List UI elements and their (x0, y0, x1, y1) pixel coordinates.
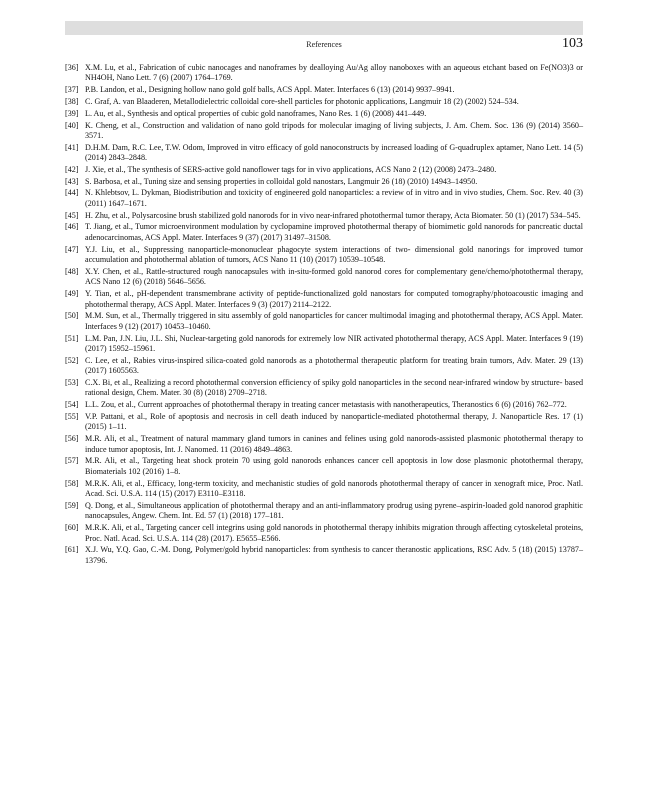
reference-number: [55] (65, 411, 79, 421)
reference-item (65, 63, 583, 84)
reference-number: [54] (65, 400, 79, 410)
reference-text: L.M. Pan, J.N. Liu, J.L. Shi, Nuclear-targeting gold nanorods for extremely low NIR activated photothermal therapy, ACS Appl. Mater. Interfaces 9 (19) (2017) 15952–15961. (85, 333, 583, 354)
reference-item (65, 97, 583, 107)
reference-item (65, 85, 583, 95)
reference-number: [48] (65, 266, 79, 276)
reference-text: H. Zhu, et al., Polysarcosine brush stabilized gold nanorods for in vivo near-infrared photothermal tumor therapy, Acta Biomater. 50 (1) (2017) 534–545. (85, 210, 581, 220)
reference-item (65, 311, 583, 332)
reference-item (65, 545, 583, 566)
reference-text: L.L. Zou, et al., Current approaches of photothermal therapy in treating cancer metastasis with nanotherapeutics, Theranostics 6 (6) (2016) 762–772. (85, 400, 567, 410)
reference-text: L. Au, et al., Synthesis and optical properties of cubic gold nanoframes, Nano Res. 1 (6) (2008) 441–449. (85, 108, 427, 118)
reference-text: N. Khlebtsov, L. Dykman, Biodistribution and toxicity of engineered gold nanoparticles: a review of in vitro and in vivo studies, Chem. Soc. Rev. 40 (3) (2011) 1647–1671. (85, 188, 583, 208)
reference-list (65, 63, 583, 568)
reference-text: M.R. Ali, et al., Targeting heat shock protein 70 using gold nanorods enhances cancer cell apoptosis in low dose plasmonic photothermal therapy, Biomaterials 102 (2016) 1–8. (85, 456, 583, 476)
reference-text: X.Y. Chen, et al., Rattle-structured rough nanocapsules with in-situ-formed gold nanorod cores for complementary gene/chemo/photothermal therapy, ACS Nano 12 (6) (2018) 5646–5656. (85, 266, 583, 287)
reference-number: [53] (65, 378, 79, 387)
reference-text: V.P. Pattani, et al., Role of apoptosis and necrosis in cell death induced by nanoparticle-mediated photothermal therapy, J. Nanoparticle Res. 17 (1) (2015) 1–11. (85, 411, 583, 432)
reference-text: P.B. Landon, et al., Designing hollow nano gold golf balls, ACS Appl. Mater. Interfaces 6 (13) (2014) 9937–9941. (85, 85, 455, 95)
reference-item (65, 378, 583, 399)
reference-text: M.R. Ali, et al., Treatment of natural mammary gland tumors in canines and felines using gold nanorods-assisted plasmonic photothermal therapy to induce tumor apoptosis, Int. J. Nanomed. 11 (2016) 4849–4863. (85, 434, 583, 454)
reference-number: [60] (65, 523, 79, 533)
reference-item (65, 267, 583, 288)
reference-number: [44] (65, 188, 79, 198)
page-number: 103 (562, 36, 583, 51)
reference-item (65, 222, 583, 243)
reference-text: C. Graf, A. van Blaaderen, Metallodielectric colloidal core-shell particles for photonic applications, Langmuir 18 (2) (2002) 524–534. (85, 96, 519, 106)
reference-item (65, 334, 583, 355)
reference-number: [40] (65, 120, 79, 130)
reference-item (65, 501, 583, 522)
reference-item (65, 356, 583, 377)
reference-item (65, 289, 583, 310)
reference-item (65, 245, 583, 266)
running-head: References (306, 40, 342, 49)
reference-number: [45] (65, 210, 79, 220)
reference-item (65, 412, 583, 433)
page-header (65, 36, 583, 54)
header-bar (65, 21, 583, 35)
reference-number: [37] (65, 85, 79, 95)
reference-text: D.H.M. Dam, R.C. Lee, T.W. Odom, Improved in vitro efficacy of gold nanoconstructs by increased loading of G-quadruplex aptamer, Nano Lett. 14 (5) (2014) 2843–2848. (85, 142, 583, 163)
reference-item (65, 188, 583, 209)
reference-number: [61] (65, 545, 79, 555)
reference-text: Y.J. Liu, et al., Suppressing nanoparticle-mononuclear phagocyte system interactions of two- dimensional gold nanorings for improved tumor accumulation and photothermal ablation of tumors, ACS Nano 11 (10) (2017) 10539–10548. (85, 244, 583, 265)
reference-item (65, 400, 583, 410)
reference-number: [52] (65, 355, 79, 365)
reference-number: [41] (65, 142, 79, 152)
reference-number: [59] (65, 500, 79, 510)
reference-number: [49] (65, 289, 79, 299)
reference-item (65, 143, 583, 164)
reference-number: [38] (65, 96, 79, 106)
reference-item (65, 456, 583, 477)
reference-number: [50] (65, 311, 79, 321)
reference-text: S. Barbosa, et al., Tuning size and sensing properties in colloidal gold nanostars, Langmuir 26 (18) (2010) 14943–14950. (85, 176, 478, 186)
reference-text: X.M. Lu, et al., Fabrication of cubic nanocages and nanoframes by dealloying Au/Ag alloy nanoboxes with an aqueous etchant based on Fe(NO3)3 or NH4OH, Nano Lett. 7 (6) (2007) 1764–1769. (85, 63, 583, 83)
reference-text: X.J. Wu, Y.Q. Gao, C.-M. Dong, Polymer/gold hybrid nanoparticles: from synthesis to cancer theranostic applications, RSC Adv. 5 (18) (2015) 13787–13796. (85, 545, 583, 565)
reference-number: [36] (65, 63, 79, 72)
reference-item (65, 523, 583, 544)
reference-number: [43] (65, 176, 79, 186)
reference-text: J. Xie, et al., The synthesis of SERS-active gold nanoflower tags for in vivo applications, ACS Nano 2 (12) (2008) 2473–2480. (85, 164, 497, 174)
reference-number: [51] (65, 333, 79, 343)
reference-text: M.R.K. Ali, et al., Efficacy, long-term toxicity, and mechanistic studies of gold nanorods photothermal therapy of cancer in xenograft mice, Proc. Natl. Acad. Sci. U.S.A. 114 (15) (2017) E3110–E3118. (85, 478, 583, 499)
reference-item (65, 479, 583, 500)
reference-item (65, 165, 583, 175)
reference-text: T. Jiang, et al., Tumor microenvironment modulation by cyclopamine improved photothermal therapy of biomimetic gold nanorods for pancreatic ductal adenocarcinomas, ACS Appl. Mater. Interfaces 9 (37) (2017) 31497–31508. (85, 222, 583, 242)
reference-number: [57] (65, 456, 79, 466)
reference-item (65, 109, 583, 119)
reference-number: [46] (65, 222, 79, 232)
reference-item (65, 177, 583, 187)
reference-number: [39] (65, 108, 79, 118)
reference-text: M.M. Sun, et al., Thermally triggered in situ assembly of gold nanoparticles for cancer multimodal imaging and photothermal therapy, ACS Appl. Mater. Interfaces 9 (12) (2017) 10453–10460. (85, 311, 583, 331)
reference-number: [56] (65, 434, 79, 444)
reference-text: C.X. Bi, et al., Realizing a record photothermal conversion efficiency of spiky gold nanoparticles in the second near-infrared window by structure- based rational design, Chem. Mater. 30 (8) (2018) 2709–2718. (85, 378, 583, 398)
reference-text: Q. Dong, et al., Simultaneous application of photothermal therapy and an anti-inflammatory prodrug using pyrene–aspirin-loaded gold nanorod graphitic nanocapsules, Angew. Chem. Int. Ed. 57 (1) (2018) 177–181. (85, 500, 583, 521)
reference-text: K. Cheng, et al., Construction and validation of nano gold tripods for molecular imaging of living subjects, J. Am. Chem. Soc. 136 (9) (2014) 3560–3571. (85, 120, 583, 140)
reference-text: C. Lee, et al., Rabies virus-inspired silica-coated gold nanorods as a photothermal therapeutic platform for treating brain tumors, Adv. Mater. 29 (13) (2017) 1605563. (85, 355, 583, 376)
reference-item (65, 211, 583, 221)
reference-number: [58] (65, 478, 79, 488)
reference-number: [47] (65, 244, 79, 254)
reference-item (65, 434, 583, 455)
reference-item (65, 121, 583, 142)
reference-text: Y. Tian, et al., pH-dependent transmembrane activity of peptide-functionalized gold nanostars for computed tomography/photoacoustic imaging and photothermal therapy, ACS Appl. Mater. Interfaces 9 (3) (2017) 2114–2122. (85, 289, 583, 309)
reference-number: [42] (65, 164, 79, 174)
reference-text: M.R.K. Ali, et al., Targeting cancer cell integrins using gold nanorods in photothermal therapy inhibits migration through affecting cytoskeletal proteins, Proc. Natl. Acad. Sci. U.S.A. 114 (28) (2017). E5655–E566. (85, 523, 583, 543)
